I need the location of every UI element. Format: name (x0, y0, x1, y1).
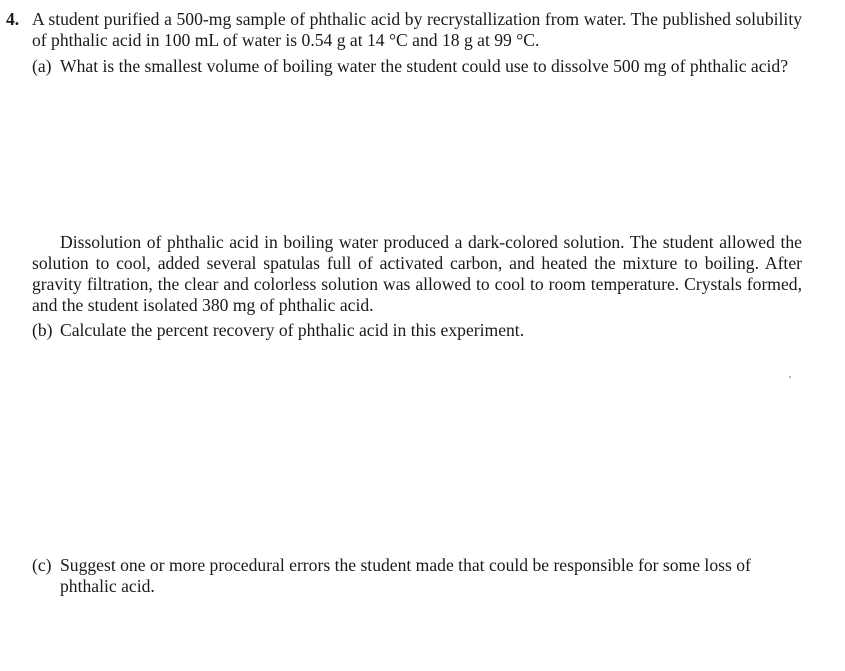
part-b-text: Calculate the percent recovery of phthalic acid in this experiment. (60, 320, 525, 340)
part-c (32, 555, 802, 597)
part-c-label: (c) (32, 555, 52, 575)
part-c-text: Suggest one or more procedural errors the student made that could be responsible for some loss of phthalic acid. (60, 555, 751, 596)
part-a (32, 56, 802, 77)
part-b-label: (b) (32, 320, 53, 340)
experiment-narrative: Dissolution of phthalic acid in boiling water produced a dark-colored solution. The student allowed the solution to cool, added several spatulas full of activated carbon, and heated the mixture to boiling. After gravity filtration, the clear and colorless solution was allowed to cool to room temperature. Crystals formed, and the student isolated 380 mg of phthalic acid. (32, 232, 802, 315)
part-b (32, 320, 802, 341)
question-stem: A student purified a 500-mg sample of phthalic acid by recrystallization from water. The published solubility of phthalic acid in 100 mL of water is 0.54 g at 14 °C and 18 g at 99 °C. (32, 9, 802, 50)
question-4 (6, 9, 802, 51)
part-a-label: (a) (32, 56, 52, 76)
scan-speck (789, 376, 791, 378)
question-number: 4. (6, 9, 20, 29)
part-a-text: What is the smallest volume of boiling water the student could use to dissolve 500 mg of phthalic acid? (60, 56, 789, 76)
